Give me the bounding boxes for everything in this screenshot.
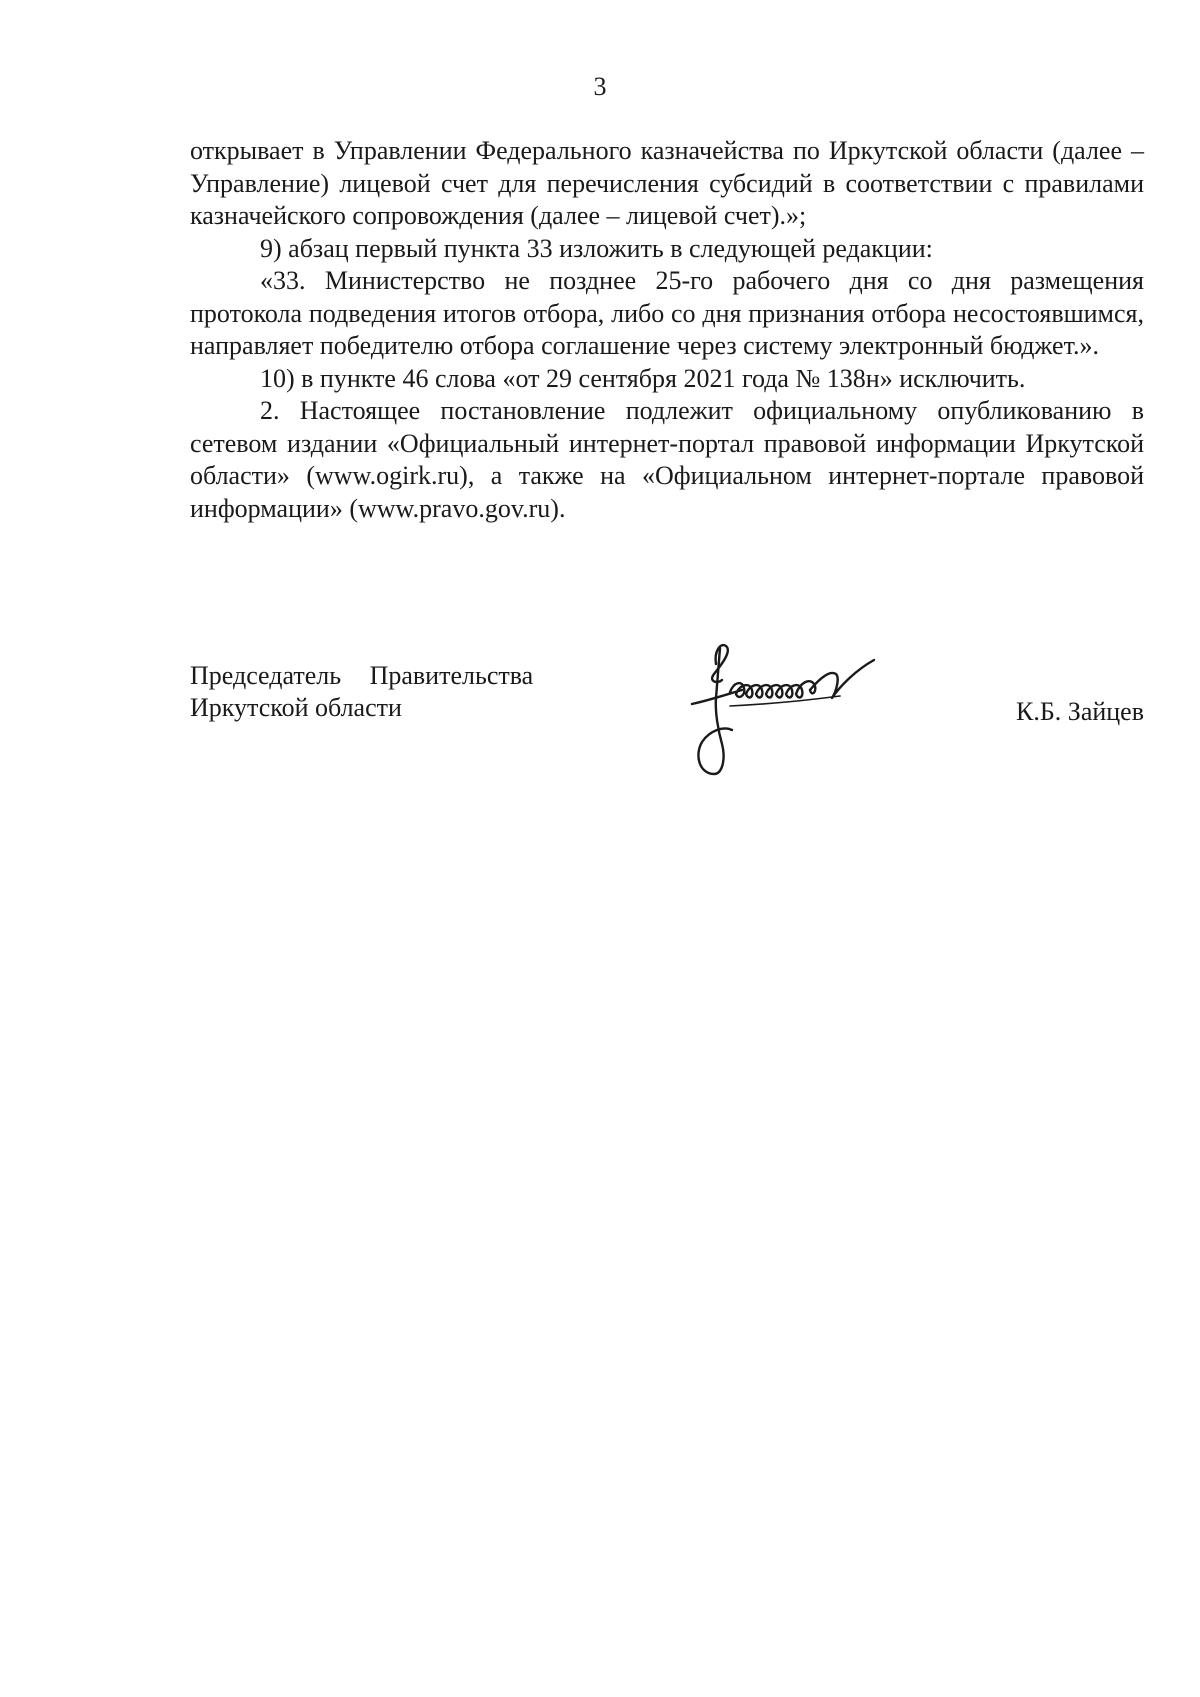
paragraph-item-9: 9) абзац первый пункта 33 изложить в следующей редакции:: [260, 233, 933, 263]
signature-block: [190, 660, 1144, 800]
paragraph-item-10: 10) в пункте 46 слова «от 29 сентября 2021 года № 138н» исключить.: [260, 363, 1026, 393]
signer-title: [190, 660, 533, 724]
paragraph-clause-2: 2. Настоящее постановление подлежит официальному опубликованию в сетевом издании «Официальный интернет-портал правовой информации Иркутской области» (www.ogirk.ru), а также на «Официальном интернет-портале правовой информации» (www.pravo.gov.ru).: [190, 396, 1144, 523]
paragraph-continuation: открывает в Управлении Федерального казначейства по Иркутской области (далее – Управление) лицевой счет для перечисления субсидий в соответствии с правилами казначейского сопровождения (далее – лицевой счет).»;: [190, 136, 1144, 230]
signer-name: К.Б. Зайцев: [1016, 697, 1144, 726]
handwritten-signature: [670, 634, 920, 790]
signer-title-line-2: Иркутской области: [190, 693, 402, 722]
document-body: [190, 135, 1144, 525]
page-number: 3: [593, 72, 607, 101]
paragraph-quote-33: «33. Министерство не позднее 25-го рабочего дня со дня размещения протокола подведения итогов отбора, либо со дня признания отбора несостоявшимся, направляет победителю отбора соглашение через систему электронный бюджет.».: [190, 266, 1144, 360]
signer-title-line-1: Председатель Правительства: [190, 661, 534, 690]
